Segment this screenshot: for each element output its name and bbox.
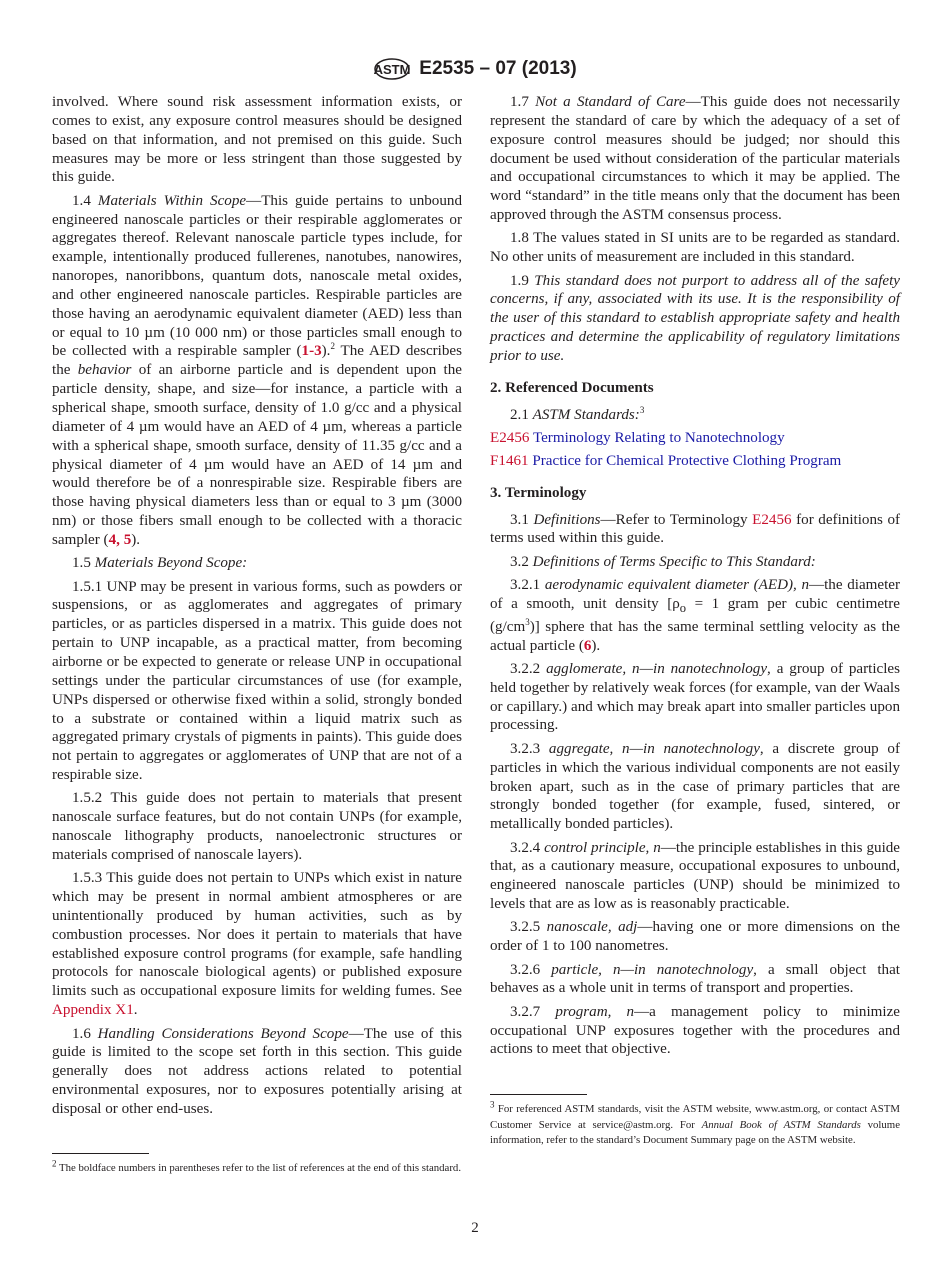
text-run: Materials Within Scope	[97, 192, 247, 209]
standard-designation: E2535 – 07 (2013)	[419, 58, 577, 80]
paragraph	[52, 578, 462, 785]
document-link[interactable]: E2456	[752, 511, 792, 528]
paragraph	[490, 511, 900, 549]
document-link[interactable]: Terminology Relating to Nanotechnology	[532, 430, 785, 446]
text-run: 1.8 The values stated in SI units are to be regarded as standard. No other units of measurement are included in this standard.	[490, 230, 900, 266]
text-run: , a group of particles held together by relatively weak forces (for example, van der Waals or capillary.) and which may break apart into smaller particles upon processing.	[490, 660, 900, 734]
paragraph	[490, 229, 900, 267]
section-heading	[490, 484, 900, 503]
right-column	[490, 93, 900, 1064]
footnote-3	[490, 1099, 900, 1149]
footnote-marker: 2	[52, 1158, 57, 1169]
text-run: The AED describes the	[52, 343, 462, 379]
text-run: ).	[131, 531, 141, 548]
page-header	[0, 56, 950, 82]
svg-text:ASTM: ASTM	[373, 62, 411, 77]
text-run: 2.1	[510, 406, 533, 423]
text-run: —This guide does not necessarily represent the standard of care by which the adequacy of a set of exposure control measures should be judged; nor should this document be used without consideration of the particular materials and occupational circumstances to which it may be applied. The word “standard” in the title means only that the document has been approved through the ASTM consensus process.	[490, 94, 901, 224]
text-run: 3.1	[510, 511, 534, 528]
text-run: Not a Standard of Care	[535, 94, 686, 110]
reference-link[interactable]: 6	[583, 637, 592, 654]
text-run: 3.2.5	[510, 919, 547, 936]
document-link[interactable]: E2456	[490, 430, 530, 446]
paragraph	[490, 576, 900, 655]
text-run: —having one or more dimensions on the order of 1 to 100 nanometres.	[490, 919, 900, 955]
reference-link[interactable]: 4, 5	[108, 531, 132, 548]
paragraph	[490, 406, 900, 425]
text-run: 3.2.1	[510, 577, 545, 594]
text-run: agglomerate, n—in nanotechnology	[546, 660, 768, 677]
footnote-marker: 3	[525, 616, 530, 627]
text-run: Materials Beyond Scope:	[94, 555, 248, 572]
footnote-divider	[52, 1153, 149, 1154]
text-run: aggregate, n—in nanotechnology	[548, 740, 760, 757]
paragraph	[490, 740, 900, 834]
text-run: 3.2.4	[510, 839, 545, 856]
text-run: Handling Considerations Beyond Scope	[97, 1025, 349, 1042]
astm-logo-icon	[373, 56, 411, 82]
text-run: .	[133, 1002, 138, 1019]
text-run: 3.2.6	[510, 961, 552, 978]
left-column	[52, 93, 462, 1123]
footnote-marker: 3	[490, 1099, 495, 1110]
footnote-marker: 2	[330, 341, 335, 352]
text-run: —the principle establishes in this guide that, as a cautionary measure, occupational exposures to unbound, engineered nanoscale particles (UNP) should be minimized to levels that are as low as is reasonably practicable.	[490, 839, 901, 913]
text-run: ).	[591, 637, 601, 654]
text-run: control principle, n	[544, 839, 661, 856]
text-run: Annual Book of ASTM Standards	[701, 1118, 861, 1131]
text-run: = 1 gram per cubic centimetre (g/cm	[490, 595, 900, 635]
document-link[interactable]: Appendix X1	[52, 1002, 134, 1019]
paragraph	[490, 1003, 900, 1060]
text-run: —This guide pertains to unbound engineered nanoscale particles or their respirable agglomerates or aggregates thereof. Relevant nanoscale particle types include, for example, intentionally produced fullerenes, nanotubes, nanowires, nanoropes, nanoribbons, quantum dots, nanoscale metal oxides, and other engineered nanoscale particles. Respirable particles are those having an aerodynamic equivalent diameter (AED) less than or equal to 10 µm (10 000 nm) or those particles small enough to be collected with a respirable sampler (	[52, 192, 462, 360]
footnote-marker: 3	[639, 404, 645, 415]
text-run: —The use of this guide is limited to the scope set forth in this section. This guide generally does not address actions related to potential environmental exposures, nor to exposures potentially arising at disposal or other end-uses.	[52, 1025, 463, 1117]
text-run: This standard does not purport to address all of the safety concerns, if any, associated with its use. It is the responsibility of the user of this standard to establish appropriate safety and health practices and determine the applicability of regulatory limitations prior to use.	[490, 272, 901, 364]
paragraph	[52, 554, 462, 573]
text-run: , a small object that behaves as a whole unit in terms of transport and properties.	[490, 961, 900, 997]
text-run: For referenced ASTM standards, visit the ASTM website, www.astm.org, or contact ASTM Customer Service at service@astm.org. For	[490, 1103, 900, 1131]
text-run: 1.9	[510, 272, 535, 289]
page-number: 2	[471, 1220, 479, 1236]
text-run: aerodynamic equivalent diameter (AED), n	[544, 577, 809, 594]
paragraph	[490, 452, 900, 471]
paragraph	[490, 961, 900, 999]
text-run: —a management policy to minimize occupational UNP exposures together with the procedures and actions to meet that objective.	[490, 1003, 900, 1058]
paragraph	[52, 192, 462, 550]
text-run: 3.2.7	[510, 1003, 556, 1020]
paragraph	[490, 918, 900, 956]
text-run: )] sphere that has the same terminal settling velocity as the actual particle (	[490, 618, 900, 654]
text-run: o	[679, 600, 687, 615]
section-heading	[490, 379, 900, 398]
text-run: 1.7	[510, 94, 536, 110]
text-run: program, n	[555, 1003, 635, 1020]
text-run: 1.5.3 This guide does not pertain to UNPs which exist in nature which may be present in normal ambient atmospheres or are unintentionally produced by human activities, such as by combustion processes. Nor does it pertain to materials that have established exposure control programs (for example, safe handling protocols for nanoscale biological agents) or published exposure limits such as occupational exposure limits for welding fumes. See	[52, 870, 462, 1000]
text-run: —Refer to Terminology	[600, 511, 753, 528]
paragraph	[490, 553, 900, 572]
text-run: 3.2.2	[510, 660, 547, 677]
paragraph	[52, 93, 462, 187]
text-run: 1.5.2 This guide does not pertain to materials that present nanoscale surface features, but do not contain UNPs (for example, nanoscale lithography products, nanoelectronic structures or materials comprised of nanoscale layers).	[52, 790, 462, 863]
text-run: Definitions of Terms Specific to This Standard:	[532, 553, 816, 570]
paragraph	[490, 429, 900, 448]
document-link[interactable]: Practice for Chemical Protective Clothing Program	[532, 452, 842, 469]
footnote-divider	[490, 1094, 587, 1095]
paragraph	[490, 272, 900, 366]
text-run: 3.2.3	[510, 740, 549, 757]
text-run: ).	[321, 343, 331, 360]
text-run: 1.5.1 UNP may be present in various forms, such as powders or suspensions, or as agglomerates and aggregates of primary particles, or as particles dispersed in a matrix. This guide does not pertain to UNP incapable, as a practical matter, from becoming airborne or be expected to generate or release UNP in occupational settings under the particular circumstances of use (for example, UNPs dispersed or otherwise fixed within a solid, strongly bonded to a substrate or contained within a liquid matrix such as aggregated primary crystals of pigments in paints). This guide does not pertain to aggregates or agglomerates of UNP that are not of a respirable size.	[52, 578, 462, 784]
text-run: 3. Terminology	[490, 484, 587, 501]
text-run: Definitions	[533, 511, 601, 528]
text-run: 3.2	[510, 553, 533, 570]
text-run: volume information, refer to the standard’s Document Summary page on the ASTM website.	[490, 1118, 900, 1147]
paragraph	[490, 839, 900, 914]
text-run: of an airborne particle and is dependent upon the particle density, shape, and size—for instance, a particle with a spherical shape, smooth surface, density of 1.0 g/cc and a physical diameter of 4 µm would have an AED of 4 µm, whereas a particle with a spherical shape, smooth surface, density of 11.35 g/cc and a physical diameter of 4 µm would have an AED of 14 µm and would therefore be of a nonrespirable size. Respirable fibers are those having physical diameters less than or equal to 3 µm (3000 nm) or those fibers small enough to be collected with a thoracic sampler (	[52, 362, 462, 548]
paragraph	[52, 1025, 462, 1119]
paragraph	[490, 660, 900, 735]
text-run: —the diameter of a smooth, unit density [ρ	[490, 577, 900, 612]
paragraph	[52, 869, 462, 1020]
text-run: ASTM Standards:	[532, 406, 640, 423]
text-run: The boldface numbers in parentheses refer to the list of references at the end of this standard.	[56, 1162, 462, 1174]
footnote-2	[52, 1158, 462, 1177]
text-run: particle, n—in nanotechnology	[551, 961, 754, 978]
text-run: 1.6	[72, 1025, 98, 1042]
text-run: involved. Where sound risk assessment information exists, or comes to exist, any exposure control measures should be designed based on that information, and not premised on this guide. Such measures may be more or less stringent than those suggested by this guide.	[52, 94, 462, 186]
text-run: 1.5	[72, 555, 95, 572]
text-run: 1.4	[72, 192, 98, 209]
document-link[interactable]: F1461	[490, 452, 529, 469]
paragraph	[490, 93, 900, 225]
text-run: , a discrete group of particles in which the various individual components are not easily broken apart, such as in the case of primary particles that are strongly bonded together (for example, fused, sintered, or metallically bonded particles).	[490, 740, 900, 833]
text-run: nanoscale, adj	[546, 919, 638, 936]
text-run: behavior	[77, 362, 132, 379]
text-run: for definitions of terms used within this guide.	[490, 511, 901, 547]
reference-link[interactable]: 1-3	[301, 343, 322, 360]
text-run: 2. Referenced Documents	[490, 379, 654, 396]
paragraph	[52, 789, 462, 864]
